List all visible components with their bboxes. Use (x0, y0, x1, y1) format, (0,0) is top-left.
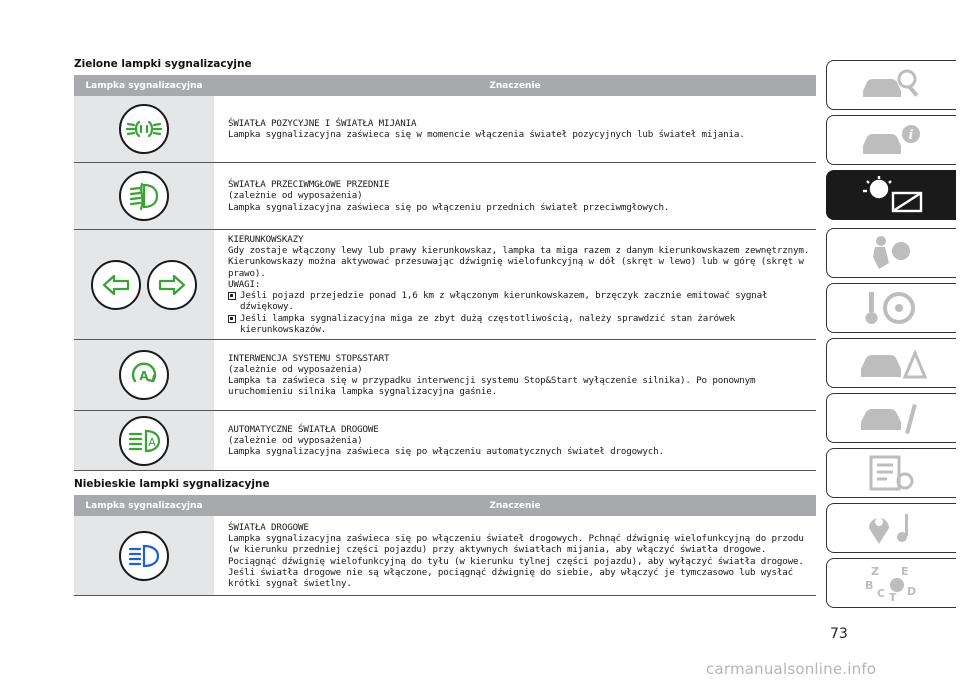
bullet-text: Jeśli pojazd przejedzie ponad 1,6 km z włączonym kierunkowskazem, brzęczyk zacznie emitować sygnał dźwiękowy. (240, 290, 768, 313)
car-hazard-icon (857, 343, 927, 383)
tab-warning-lights[interactable] (826, 170, 956, 220)
bullet-square-icon (228, 292, 236, 300)
tab-car-magnifier[interactable] (826, 60, 956, 110)
car-wrench-icon (857, 398, 927, 438)
airbag-person-icon (857, 233, 927, 273)
lamp-text: Lampka sygnalizacyjna zaświeca się po włączeniu świateł drogowych. Pchnąć dźwignię wielofunkcyjną do przodu (w kierunku przedniej części pojazdu) przy aktywnych światłach mijania, aby włączyć światła drogowe. Pociągnąć dźwignię wielofunkcyjną do tyłu (w kierunku tylnej części pojazdu), aby wyłączyć światła drogowe. Jeśli światła drogowe nie są włączone, pociągnąć dźwignię do siebie, aby włączyć je tymczasowo lub wysłać krótki sygnał świetlny. (228, 533, 804, 589)
high-beam-icon (119, 531, 169, 581)
front-fog-light-icon (119, 171, 169, 221)
lamp-text: Lampka sygnalizacyjna zaświeca się po włączeniu automatycznych świateł drogowych. (228, 446, 664, 458)
lamp-heading: AUTOMATYCZNE ŚWIATŁA DROGOWE (228, 423, 379, 435)
col-meaning-header: Znaczenie (489, 80, 541, 91)
svg-text:E: E (900, 565, 909, 578)
position-low-beam-icon (119, 104, 169, 154)
col-meaning-header: Znaczenie (489, 500, 541, 511)
svg-text:A: A (148, 435, 156, 449)
meaning-cell (214, 230, 816, 339)
tab-airbag[interactable] (826, 228, 956, 278)
lamp-heading: ŚWIATŁA DROGOWE (228, 521, 309, 533)
svg-text:A: A (139, 369, 149, 383)
auto-high-beam-icon (119, 416, 169, 466)
car-magnifier-icon (857, 65, 927, 105)
table-row (74, 516, 816, 596)
warn-label: UWAGI: (228, 278, 261, 290)
stop-start-icon (119, 350, 169, 400)
lamp-text: Lampka sygnalizacyjna zaświeca się po włączeniu przednich świateł przeciwmgłowych. (228, 201, 670, 213)
meaning-cell (214, 516, 816, 595)
lamp-cell (74, 340, 214, 410)
tab-key-steering[interactable] (826, 283, 956, 333)
note-bullet (228, 313, 810, 335)
lamp-cell (74, 96, 214, 162)
svg-text:C: C (876, 587, 885, 600)
svg-text:B: B (864, 579, 873, 592)
lamp-text: Lampka ta zaświeca się w przypadku interwencji systemu Stop&Start wyłączenie silnika). Po ponownym uruchomieniu silnika lampka sygnalizacyjna gaśnie. (228, 375, 756, 398)
lamp-note: (zależnie od wyposażenia) (228, 363, 363, 375)
green-lamps-table (74, 75, 816, 471)
lamp-note: (zależnie od wyposażenia) (228, 190, 363, 202)
watermark: carmanualsonline.info (706, 660, 877, 678)
note-bullet (228, 290, 810, 312)
car-info-icon (857, 120, 927, 160)
col-lamp-header: Lampka sygnalizacyjna (85, 80, 203, 91)
svg-text:D: D (906, 585, 916, 598)
table-row (74, 340, 816, 411)
blue-section-title: Niebieskie lampki sygnalizacyjne (74, 478, 270, 490)
green-section-title: Zielone lampki sygnalizacyjne (74, 58, 252, 70)
lamp-note: (zależnie od wyposażenia) (228, 434, 363, 446)
lamp-heading: ŚWIATŁA POZYCYJNE I ŚWIATŁA MIJANIA (228, 117, 417, 129)
meaning-cell (214, 411, 816, 470)
svg-text:Z: Z (870, 565, 879, 578)
table-header (74, 75, 816, 96)
meaning-cell (214, 163, 816, 229)
tab-car-info[interactable] (826, 115, 956, 165)
lamp-heading: ŚWIATŁA PRZECIWMGŁOWE PRZEDNIE (228, 179, 390, 191)
tab-technical-data[interactable] (826, 448, 956, 498)
table-row (74, 96, 816, 163)
table-header (74, 495, 816, 516)
lamp-cell (74, 411, 214, 470)
checklist-gear-icon (857, 453, 927, 493)
lamp-cell (74, 230, 214, 339)
lamp-text: Lampka sygnalizacyjna zaświeca się w momencie włączenia świateł pozycyjnych lub świateł mijania. (228, 129, 745, 140)
lamp-text: Gdy zostaje włączony lewy lub prawy kierunkowskaz, lampka ta miga razem z danym kierunkowskazem zewnętrznym. Kierunkowskazy można aktywować przesuwając dźwignię wielofunkcyjną w dół (skręt w lewo) lub w górę (skręt w prawo). (228, 245, 810, 279)
blue-lamps-table (74, 495, 816, 596)
navigation-music-icon (857, 508, 927, 548)
key-steering-wheel-icon (857, 288, 927, 328)
meaning-cell (214, 96, 816, 162)
svg-text:T: T (888, 591, 897, 603)
table-row (74, 230, 816, 340)
lamp-heading: INTERWENCJA SYSTEMU STOP&START (228, 352, 390, 364)
turn-right-arrow-icon (147, 260, 197, 310)
page-number: 73 (830, 626, 848, 642)
lamp-cell (74, 163, 214, 229)
tab-car-service[interactable] (826, 393, 956, 443)
turn-left-arrow-icon (91, 260, 141, 310)
col-lamp-header: Lampka sygnalizacyjna (85, 500, 203, 511)
tab-car-hazard[interactable] (826, 338, 956, 388)
bullet-text: Jeśli lampka sygnalizacyjna miga ze zbyt dużą częstotliwością, należy sprawdzić stan żarówek kierunkowskazów. (240, 312, 736, 335)
bullet-square-icon (228, 315, 236, 323)
alphabet-index-icon (857, 563, 927, 603)
tab-multimedia[interactable] (826, 503, 956, 553)
tab-index[interactable] (826, 558, 956, 608)
lamp-heading: KIERUNKOWSKAZY (228, 234, 304, 246)
meaning-cell (214, 340, 816, 410)
table-row (74, 163, 816, 230)
warning-light-envelope-icon (857, 175, 927, 215)
table-row (74, 411, 816, 471)
svg-text:i: i (908, 128, 913, 143)
lamp-cell (74, 516, 214, 595)
